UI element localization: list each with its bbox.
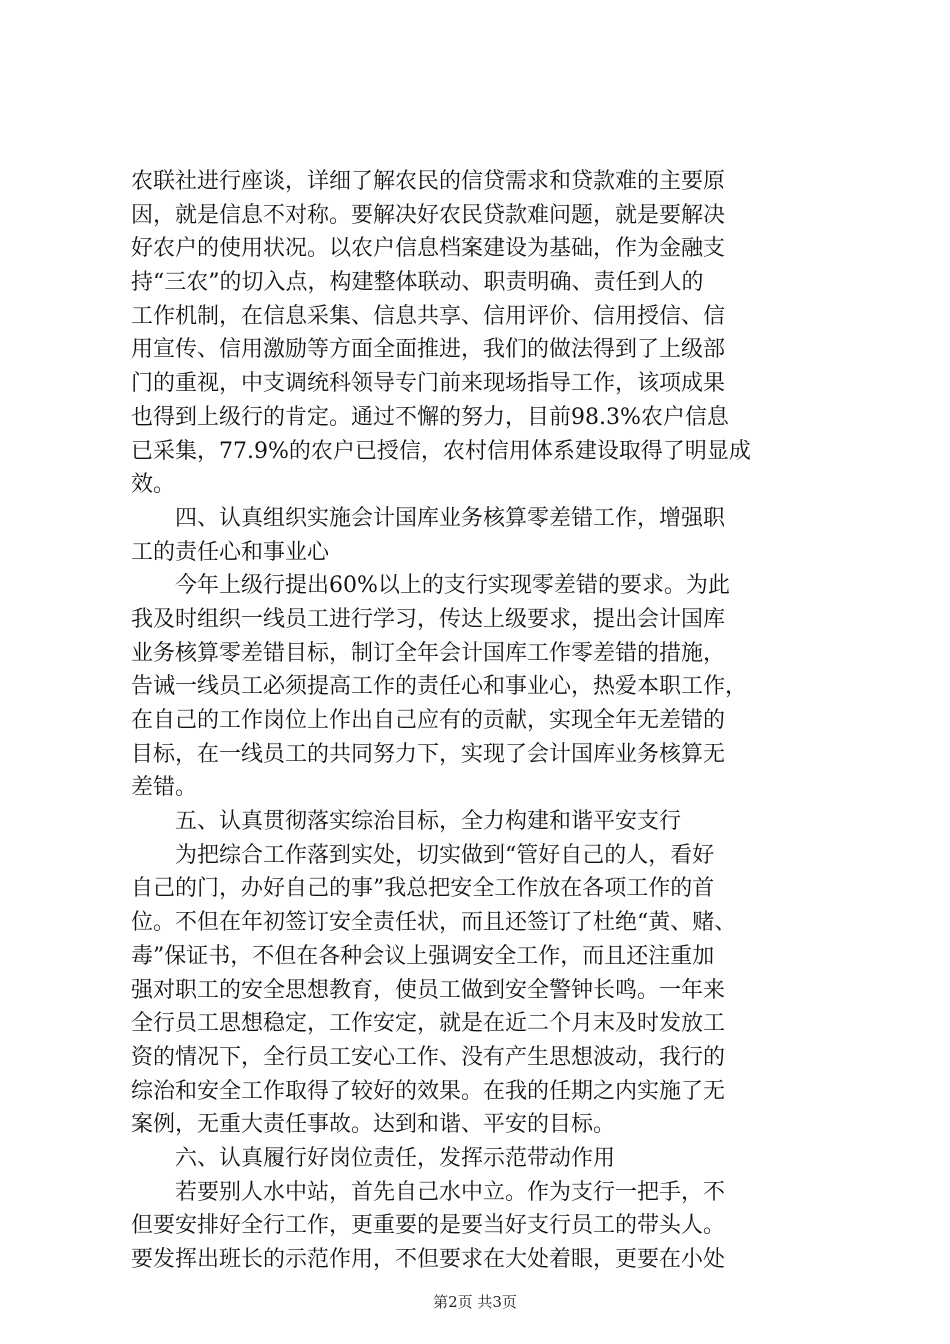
text-line: 告诫一线员工必须提高工作的责任心和事业心，热爱本职工作， [131,674,748,700]
text-line: 自己的门，办好自己的事”我总把安全工作放在各项工作的首 [131,876,715,902]
text-line: 案例，无重大责任事故。达到和谐、平安的目标。 [131,1112,616,1138]
text-line: 在自己的工作岗位上作出自己应有的贡献，实现全年无差错的 [131,708,726,733]
text-line: 若要别人水中站，首先自己水中立。作为支行一把手，不 [175,1179,726,1205]
document-body [131,165,831,1277]
section-heading: 五、认真贯彻落实综治目标，全力构建和谐平安支行 [175,809,682,835]
text-line: 资的情况下，全行员工安心工作、没有产生思想波动，我行的 [131,1044,726,1070]
text-line: 差错。 [131,775,198,801]
text-line: 但要安排好全行工作，更重要的是要当好支行员工的带头人。 [131,1213,726,1239]
section-heading: 六、认真履行好岗位责任，发挥示范带动作用 [175,1145,616,1171]
text-line: 持“三农”的切入点，构建整体联动、职责明确、责任到人的 [131,270,704,296]
text-line: 也得到上级行的肯定。通过不懈的努力，目前98.3%农户信息 [131,404,729,430]
text-line: 今年上级行提出60%以上的支行实现零差错的要求。为此 [175,573,730,599]
text-line: 为把综合工作落到实处，切实做到“管好自己的人，看好 [175,842,715,868]
text-line: 目标，在一线员工的共同努力下，实现了会计国库业务核算无 [131,741,726,767]
text-line: 业务核算零差错目标，制订全年会计国库工作零差错的措施， [131,640,726,666]
section-heading-continued: 工的责任心和事业心 [131,539,330,565]
text-line: 要发挥出班长的示范作用，不但要求在大处着眼，更要在小处 [131,1247,726,1272]
text-line: 用宣传、信用激励等方面全面推进，我们的做法得到了上级部 [131,337,726,363]
text-line: 效。 [131,472,176,498]
text-line: 位。不但在年初签订安全责任状，而且还签订了杜绝“黄、赌、 [131,910,737,936]
text-line: 强对职工的安全思想教育，使员工做到安全警钟长鸣。一年来 [131,977,726,1003]
section-heading: 四、认真组织实施会计国库业务核算零差错工作，增强职 [175,505,726,531]
text-line: 因，就是信息不对称。要解决好农民贷款难问题，就是要解决 [131,202,726,228]
text-line: 全行员工思想稳定，工作安定，就是在近二个月末及时发放工 [131,1011,726,1037]
text-line: 我及时组织一线员工进行学习，传达上级要求，提出会计国库 [131,606,726,632]
text-line: 门的重视，中支调统科领导专门前来现场指导工作，该项成果 [131,371,726,397]
page-number-footer: 第2页 共3页 [433,1293,517,1311]
text-line: 综治和安全工作取得了较好的效果。在我的任期之内实施了无 [131,1078,726,1104]
text-line: 农联社进行座谈，详细了解农民的信贷需求和贷款难的主要原 [131,169,726,194]
text-line: 工作机制，在信息采集、信息共享、信用评价、信用授信、信 [131,303,726,329]
text-line: 毒”保证书，不但在各种会议上强调安全工作，而且还注重加 [131,943,715,969]
text-line: 已采集，77.9%的农户已授信，农村信用体系建设取得了明显成 [131,438,751,464]
text-line: 好农户的使用状况。以农户信息档案建设为基础，作为金融支 [131,236,726,262]
